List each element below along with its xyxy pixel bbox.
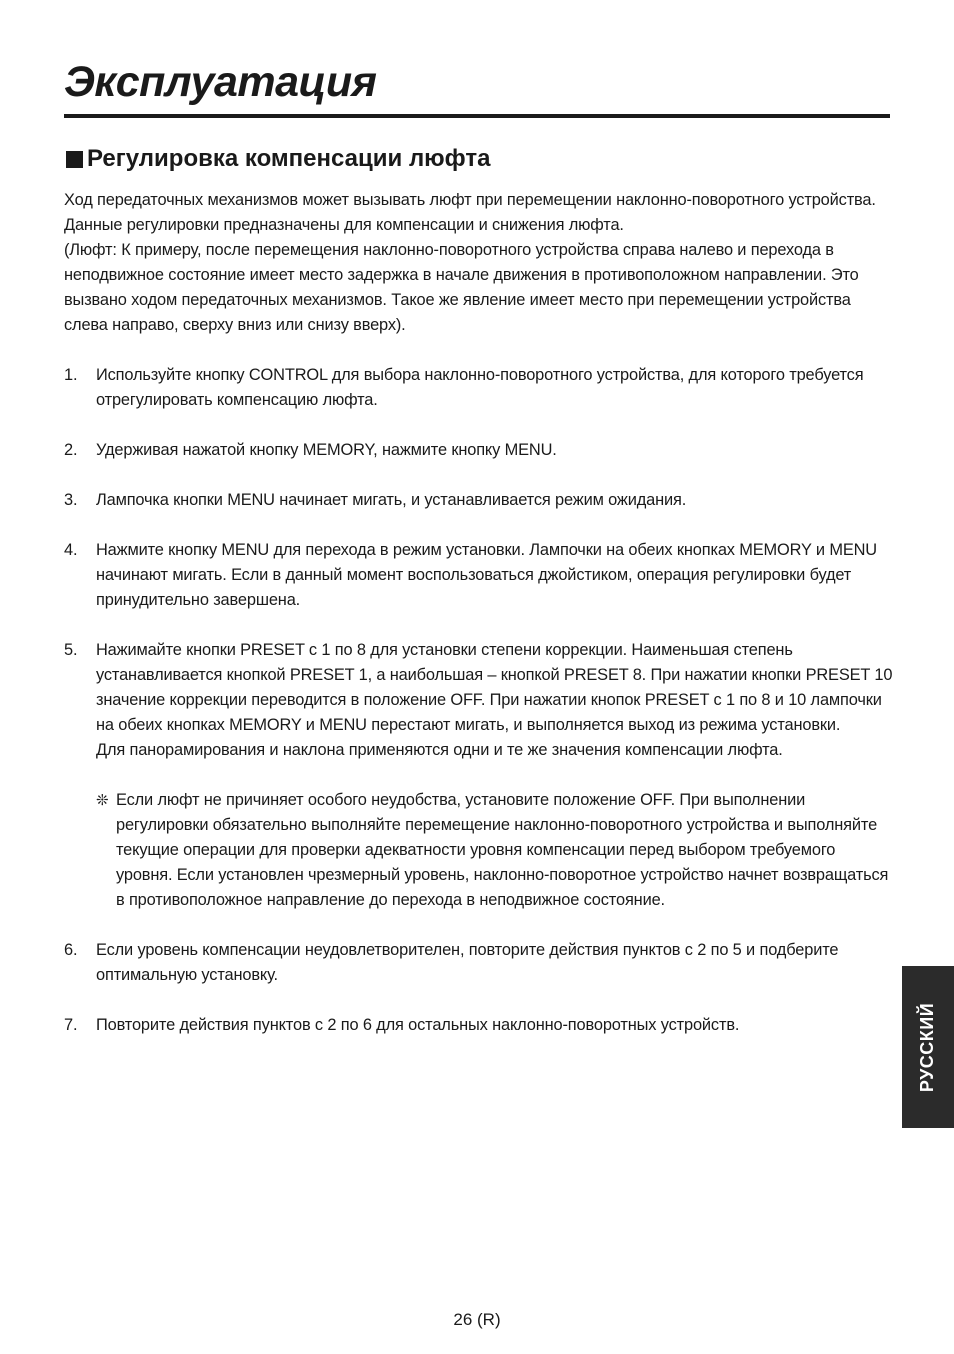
list-item: [64, 638, 896, 913]
step-text: Лампочка кнопки MENU начинает мигать, и устанавливается режим ожидания.: [96, 491, 687, 509]
intro-paragraph: Данные регулировки предназначены для компенсации и снижения люфта.: [64, 216, 624, 234]
list-item: [64, 538, 896, 613]
list-item: [64, 438, 896, 463]
page-title: Эксплуатация: [64, 58, 377, 106]
step-number: 1.: [64, 366, 78, 384]
title-rule: [64, 114, 890, 118]
list-item: [64, 363, 896, 413]
intro-paragraph: Ход передаточных механизмов может вызывать люфт при перемещении наклонно-поворотного устройства.: [64, 191, 876, 209]
step-text: Удерживая нажатой кнопку MEMORY, нажмите кнопку MENU.: [96, 441, 557, 459]
step-text: Если уровень компенсации неудовлетворителен, повторите действия пунктов с 2 по 5 и подберите оптимальную установку.: [96, 941, 839, 984]
note-text: Если люфт не причиняет особого неудобства, установите положение OFF. При выполнении регулировки обязательно выполняйте перемещение наклонно-поворотного устройства и выполняйте текущие операции для проверки адекватности уровня компенсации перед выбором требуемого уровня. Если установлен чрезмерный уровень, наклонно-поворотное устройство начнет возвращаться в противоположное направление до перехода в неподвижное состояние.: [116, 791, 889, 909]
language-tab-label: РУССКИЙ: [917, 1002, 938, 1092]
intro-text: [64, 188, 896, 338]
step-number: 2.: [64, 441, 78, 459]
intro-paragraph: (Люфт: К примеру, после перемещения наклонно-поворотного устройства справа налево и перехода в неподвижное состояние имеет место задержка в начале движения в противоположном направлении. Это вызвано ходом передаточных механизмов. Такое же явление имеет место при перемещении устройства слева направо, сверху вниз или снизу вверх).: [64, 241, 859, 334]
step-text: Нажмите кнопку MENU для перехода в режим установки. Лампочки на обеих кнопках MEMORY и MENU начинают мигать. Если в данный момент воспользоваться джойстиком, операция регулировки будет принудительно завершена.: [96, 541, 877, 609]
black-square-icon: [66, 151, 83, 168]
step-text: Повторите действия пунктов с 2 по 6 для остальных наклонно-поворотных устройств.: [96, 1016, 740, 1034]
step-number: 4.: [64, 541, 78, 559]
page-number: 26 (R): [453, 1310, 501, 1329]
list-item: [64, 488, 896, 513]
list-item: [64, 1013, 896, 1038]
step-text: Нажимайте кнопки PRESET с 1 по 8 для установки степени коррекции. Наименьшая степень устанавливается кнопкой PRESET 1, а наибольшая – кнопкой PRESET 8. При нажатии кнопки PRESET 10 значение коррекции переводится в положение OFF. При нажатии кнопок PRESET с 1 по 8 и 10 лампочки на обеих кнопках MEMORY и MENU перестают мигать, и выполняется выход из режима установки.: [96, 641, 893, 734]
steps-list: [64, 363, 896, 1063]
step-number: 3.: [64, 491, 78, 509]
section-heading-text: Регулировка компенсации люфта: [87, 145, 491, 172]
step-number: 7.: [64, 1016, 78, 1034]
list-item: [64, 938, 896, 988]
note: [96, 788, 896, 913]
asterisk-icon: ❊: [96, 792, 109, 809]
step-text: Используйте кнопку CONTROL для выбора наклонно-поворотного устройства, для которого требуется отрегулировать компенсацию люфта.: [96, 366, 864, 409]
section-heading: [66, 143, 490, 175]
step-number: 5.: [64, 641, 78, 659]
step-text: Для панорамирования и наклона применяются одни и те же значения компенсации люфта.: [96, 741, 783, 759]
language-tab: [902, 966, 954, 1128]
step-number: 6.: [64, 941, 78, 959]
